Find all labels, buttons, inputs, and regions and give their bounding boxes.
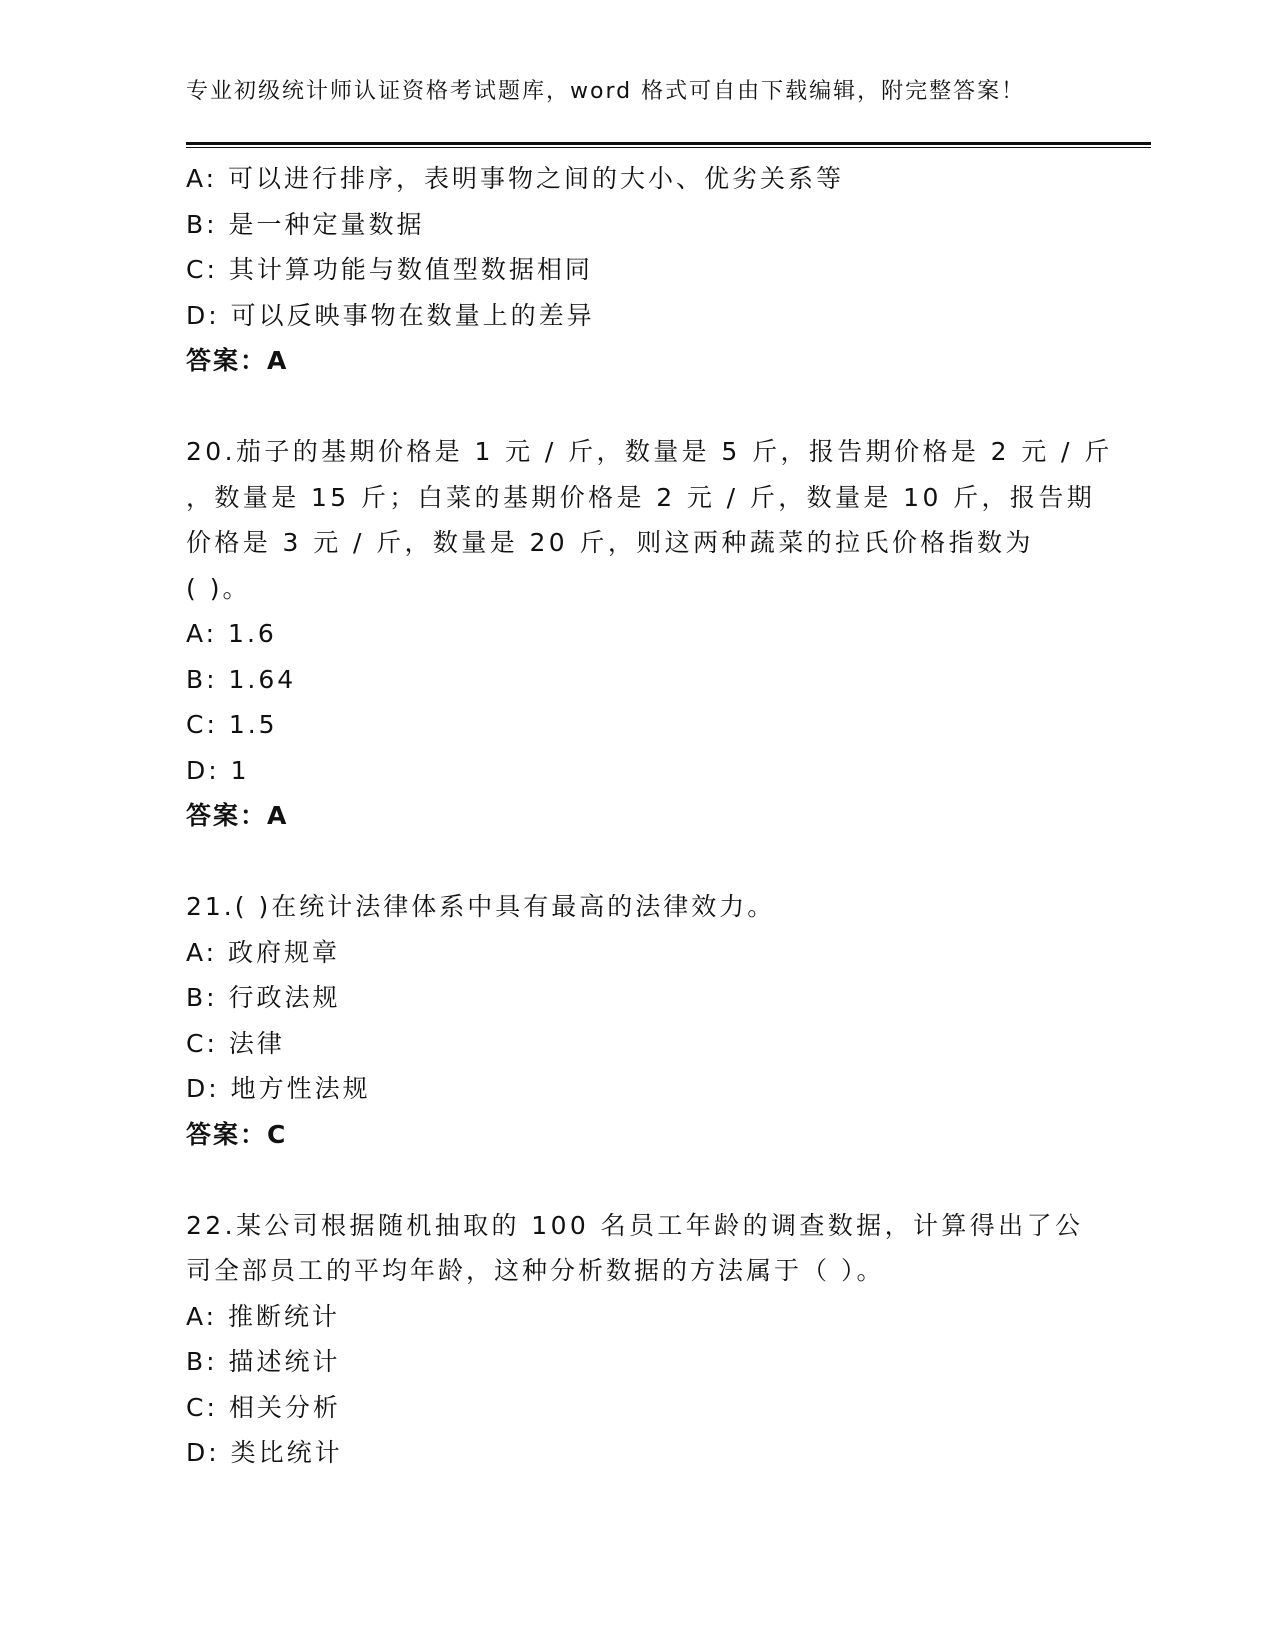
option-a: A: 推断统计 [186,1301,341,1331]
answer-label: 答案：A [186,801,289,830]
question-stem-line: 价格是 3 元 / 斤，数量是 20 斤，则这两种蔬菜的拉氏价格指数为 [186,528,1034,557]
question-stem-line: 21.( )在统计法律体系中具有最高的法律效力。 [186,892,776,921]
option-a: A: 1.6 [186,619,277,648]
option-d: D: 1 [186,755,250,785]
question-stem-line: 20.茄子的基期价格是 1 元 / 斤，数量是 5 斤，报告期价格是 2 元 / 斤 [186,437,1113,466]
question-20 [186,429,1113,839]
question-stem-line: 22.某公司根据随机抽取的 100 名员工年龄的调查数据，计算得出了公 [186,1210,1084,1240]
spacer [186,839,1086,885]
option-d: D: 地方性法规 [186,1074,371,1103]
question-19 [186,156,1086,384]
answer-label: 答案：C [186,1119,288,1149]
option-c: C: 法律 [186,1028,285,1058]
spacer [186,1157,1086,1203]
question-stem-line: ( )。 [186,573,251,603]
option-b: B: 1.64 [186,664,297,694]
header-divider [186,142,1151,148]
option-a: A: 政府规章 [186,937,341,967]
option-d: D: 可以反映事物在数量上的差异 [186,300,595,330]
question-22 [186,1203,1086,1476]
question-list [186,156,1113,1476]
question-stem-line: ，数量是 15 斤；白菜的基期价格是 2 元 / 斤，数量是 10 斤，报告期 [186,482,1096,512]
option-b: B: 行政法规 [186,983,341,1012]
question-stem-line: 司全部员工的平均年龄，这种分析数据的方法属于（ ）。 [186,1256,885,1285]
answer-label: 答案：A [186,346,289,375]
spacer [186,384,1086,430]
option-c: C: 1.5 [186,710,278,739]
option-a: A: 可以进行排序，表明事物之间的大小、优劣关系等 [186,164,845,193]
question-21 [186,884,1086,1157]
option-d: D: 类比统计 [186,1438,343,1467]
option-b: B: 是一种定量数据 [186,209,425,239]
option-c: C: 相关分析 [186,1392,341,1422]
option-c: C: 其计算功能与数值型数据相同 [186,255,593,284]
option-b: B: 描述统计 [186,1347,341,1376]
page-header: 专业初级统计师认证资格考试题库，word 格式可自由下载编辑，附完整答案！ [186,79,1026,104]
